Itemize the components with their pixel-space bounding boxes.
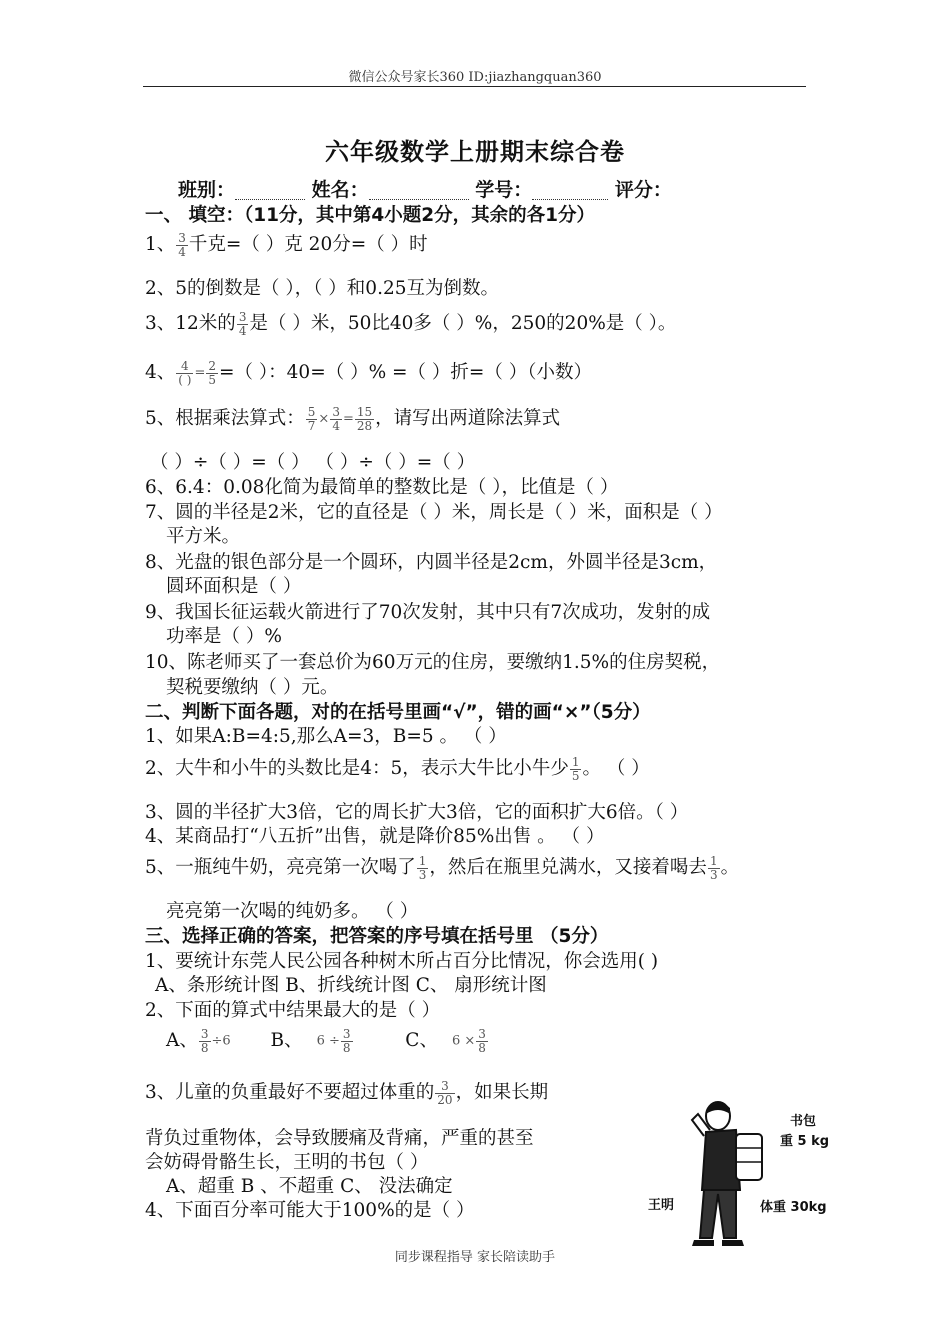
body-weight-label: 体重 30kg <box>760 1200 827 1215</box>
s1-q4: 4、 4 ( ) = $\frac{2}{5}$ =（ ）：40=（ ）% =（ ）折=（ ）（小数） <box>145 358 593 387</box>
s1-q7-cont: 平方米。 <box>166 526 241 547</box>
s1-q9-cont: 功率是（ ）% <box>166 626 282 647</box>
s2-q4: 4、某商品打“八五折”出售，就是降价85%出售 。 （ ） <box>145 826 605 847</box>
s3-q2: 2、下面的算式中结果最大的是（ ） <box>145 1000 441 1021</box>
fraction: $\frac{3}{8}$ <box>478 1026 486 1055</box>
s1-q8: 8、光盘的银色部分是一个圆环，内圆半径是2cm，外圆半径是3cm， <box>145 552 718 573</box>
bag-label: 书包 <box>790 1114 817 1129</box>
name-label: 王明 <box>648 1198 675 1213</box>
s2-q5: 5、一瓶纯牛奶，亮亮第一次喝了 $\frac{1}{3}$ ，然后在瓶里兑满水，又接着喝去 $\frac{1}{3}$ 。 <box>145 853 740 882</box>
bag-weight-label: 重 5 kg <box>780 1134 830 1149</box>
s3-q3-options: A、超重 B 、不超重 C、 没法确定 <box>166 1176 453 1197</box>
fraction: $\frac{1}{3}$ <box>418 853 427 882</box>
page-footer: 同步课程指导 家长陪读助手 <box>394 1250 556 1265</box>
s3-q3-line2: 背负过重物体，会导致腰痛及背痛，严重的甚至 <box>145 1128 534 1149</box>
s2-q1: 1、如果A:B=4:5,那么A=3，B=5 。 （ ） <box>145 726 507 747</box>
page-header: 微信公众号家长360 ID:jiazhangquan360 <box>348 70 602 85</box>
fraction: $\frac{5}{7}$ <box>307 404 316 433</box>
score-label: 评分： <box>614 179 672 201</box>
boy-backpack-figure <box>640 1090 840 1250</box>
s2-q3: 3、圆的半径扩大3倍，它的周长扩大3倍，它的面积扩大6倍。（ ） <box>145 802 689 823</box>
fraction: $\frac{3}{8}$ <box>200 1026 209 1055</box>
s1-q10-cont: 契税要缴纳（ ）元。 <box>166 677 339 698</box>
s1-q2: 2、5的倒数是（ ），（ ）和0.25互为倒数。 <box>145 278 499 299</box>
student-info-row <box>178 175 672 202</box>
fraction: $\frac{3}{20}$ <box>437 1078 453 1107</box>
fraction: $\frac{3}{4}$ <box>238 309 247 338</box>
name-label: 姓名： <box>311 179 369 201</box>
fraction: 4 ( ) <box>178 358 192 387</box>
fraction: $\frac{2}{5}$ <box>208 358 217 387</box>
s3-q3: 3、儿童的负重最好不要超过体重的 $\frac{3}{20}$ ，如果长期 <box>145 1078 549 1107</box>
s1-q1: 1、 $\frac{3}{4}$ 千克=（ ）克 20分=（ ）时 <box>145 230 428 259</box>
section2-heading: 二、判断下面各题，对的在括号里画“√”，错的画“×”（5分） <box>145 702 651 723</box>
fraction: $\frac{3}{8}$ <box>342 1026 351 1055</box>
class-label: 班别： <box>178 179 236 201</box>
fraction: $\frac{3}{4}$ <box>178 230 186 259</box>
name-field[interactable] <box>369 183 469 200</box>
class-field[interactable] <box>235 183 305 200</box>
s2-q5-line2: 亮亮第一次喝的纯奶多。 （ ） <box>166 901 419 922</box>
section3-heading: 三、选择正确的答案，把答案的序号填在括号里 （5分） <box>145 926 609 947</box>
page-title: 六年级数学上册期末综合卷 <box>325 137 625 166</box>
s3-q1: 1、要统计东莞人民公园各种树木所占百分比情况，你会选用( ) <box>145 951 659 972</box>
fraction: $\frac{1}{3}$ <box>709 853 718 882</box>
fraction: $\frac{15}{28}$ <box>356 404 373 433</box>
section1-heading: 一、 填空：（11分，其中第4小题2分，其余的各1分） <box>145 205 596 226</box>
s3-q1-options: A、条形统计图 B、折线统计图 C、 扇形统计图 <box>155 975 547 996</box>
fraction: $\frac{1}{5}$ <box>571 754 580 783</box>
s3-q3-line3: 会妨碍骨骼生长，王明的书包（ ） <box>145 1152 429 1173</box>
s1-q5: 5、根据乘法算式： $\frac{5}{7}$ × $\frac{3}{4}$ = $\frac{15}{28}$ ，请写出两道除法算式 <box>145 404 561 433</box>
s1-q3: 3、12米的 $\frac{3}{4}$ 是（ ）米，50比40多（ ）%，250的20%是（ ）。 <box>145 309 677 338</box>
s1-q10: 10、陈老师买了一套总价为60万元的住房，要缴纳1.5%的住房契税， <box>145 652 721 673</box>
s1-q5-line2: （ ）÷（ ）=（ ） （ ）÷（ ）=（ ） <box>150 452 476 473</box>
s1-q7: 7、圆的半径是2米，它的直径是（ ）米，周长是（ ）米，面积是（ ） <box>145 502 723 523</box>
s3-q4: 4、下面百分率可能大于100%的是（ ） <box>145 1200 475 1221</box>
s3-q2-options: A、 $\frac{3}{8}$ ÷6 B、 6 ÷ $\frac{3}{8}$ C、 6 × $\frac{3}{8}$ <box>166 1026 486 1055</box>
s1-q9: 9、我国长征运载火箭进行了70次发射，其中只有7次成功，发射的成 <box>145 602 711 623</box>
number-field[interactable] <box>532 183 608 200</box>
s2-q2: 2、大牛和小牛的头数比是4：5，表示大牛比小牛少 $\frac{1}{5}$ 。 （ ） <box>145 754 650 783</box>
header-divider <box>143 86 806 87</box>
s1-q6: 6、6.4：0.08化简为最简单的整数比是（ ），比值是（ ） <box>145 477 619 498</box>
number-label: 学号： <box>475 179 533 201</box>
s1-q8-cont: 圆环面积是（ ） <box>166 576 302 597</box>
fraction: $\frac{3}{4}$ <box>332 404 340 433</box>
